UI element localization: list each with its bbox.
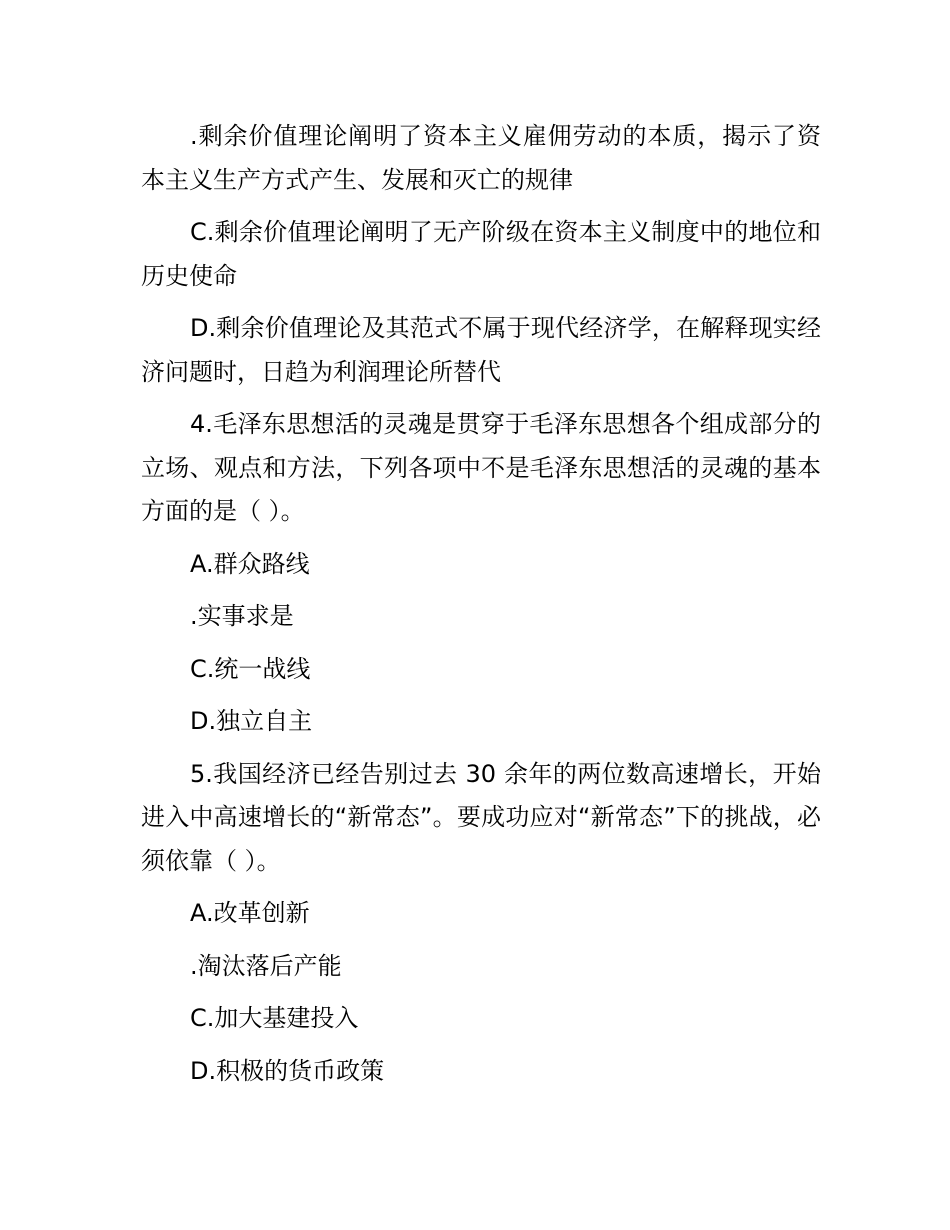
option-c-q4: C.统一战线 — [190, 654, 311, 683]
option-d-q4: D.独立自主 — [190, 707, 313, 735]
option-d-q3: D.剩余价值理论及其范式不属于现代经济学，在解释现实经济问题时，日趋为利润理论所替代 — [141, 314, 821, 386]
option-a-q5: A.改革创新 — [190, 899, 310, 927]
question-5: 5.我国经济已经告别过去 30 余年的两位数高速增长，开始进入中高速增长的“新常态”。要成功应对“新常态”下的挑战，必须依靠（ ）。 — [141, 759, 821, 875]
option-a-q4: A.群众路线 — [190, 549, 310, 578]
document-body — [141, 115, 821, 1102]
option-b-q3: .剩余价值理论阐明了资本主义雇佣劳动的本质，揭示了资本主义生产方式产生、发展和灭亡的规律 — [141, 122, 821, 194]
option-c-q5: C.加大基建投入 — [190, 1004, 359, 1032]
option-b-q4: .实事求是 — [190, 602, 294, 630]
option-c-q3: C.剩余价值理论阐明了无产阶级在资本主义制度中的地位和历史使命 — [141, 218, 821, 290]
question-4: 4.毛泽东思想活的灵魂是贯穿于毛泽东思想各个组成部分的立场、观点和方法，下列各项中不是毛泽东思想活的灵魂的基本方面的是（ ）。 — [141, 410, 821, 525]
option-d-q5: D.积极的货币政策 — [190, 1056, 385, 1085]
option-b-q5: .淘汰落后产能 — [190, 951, 342, 980]
